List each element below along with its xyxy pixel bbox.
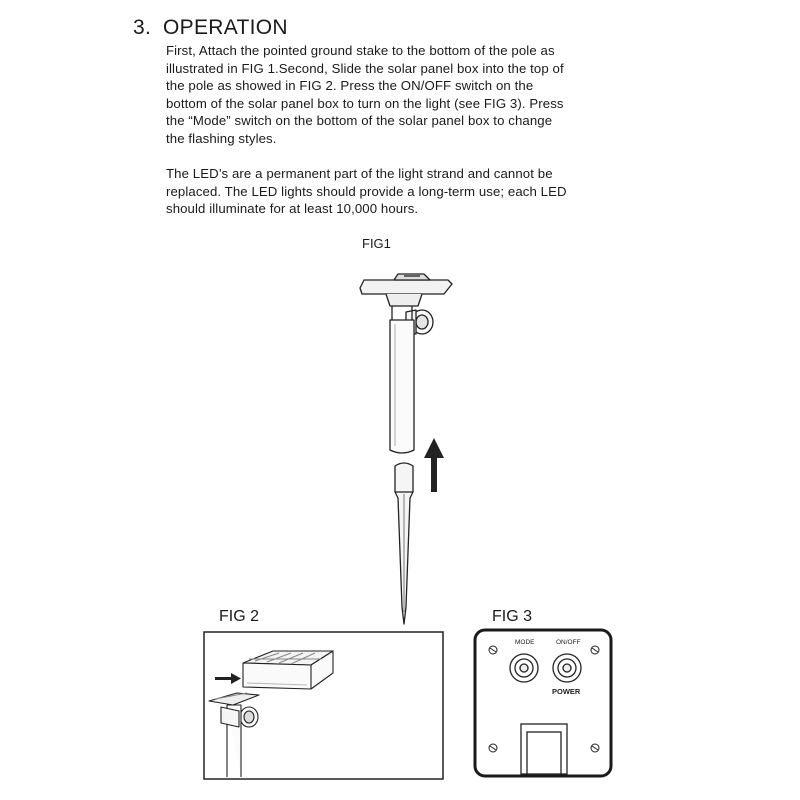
text-line: should illuminate for at least 10,000 hours.: [166, 201, 419, 216]
led-paragraph: [166, 165, 636, 218]
section-number: 3.: [133, 16, 152, 39]
text-line: bottom of the solar panel box to turn on the light (see FIG 3). Press: [166, 95, 564, 111]
pole-tube: [390, 320, 414, 453]
up-arrow-icon: [424, 438, 444, 492]
onoff-label: ON/OFF: [556, 639, 581, 646]
fig1-label: FIG1: [362, 236, 391, 251]
mode-switch[interactable]: [510, 654, 538, 682]
section-heading: [133, 16, 288, 40]
fig2-label: FIG 2: [219, 608, 260, 625]
text-line: the pole as showed in FIG 2. Press the ON/OFF switch on the: [166, 78, 534, 93]
solar-panel-plate: [360, 280, 452, 294]
text-line: the flashing styles.: [166, 130, 277, 146]
onoff-switch[interactable]: [553, 654, 581, 682]
instructions-paragraph: [166, 42, 636, 147]
fig1-illustration: [340, 262, 470, 632]
text-line: First, Attach the pointed ground stake to the bottom of the pole as: [166, 43, 555, 58]
section-title: OPERATION: [163, 16, 288, 39]
fig2-illustration: [203, 631, 445, 781]
mode-label: MODE: [515, 639, 535, 646]
text-line: illustrated in FIG 1.Second, Slide the solar panel box into the top of: [166, 60, 564, 76]
power-label: POWER: [552, 687, 581, 696]
text-line: the “Mode” switch on the bottom of the solar panel box to change: [166, 113, 553, 128]
fig3-label: FIG 3: [492, 608, 533, 625]
fig3-illustration: [473, 628, 613, 780]
text-line: replaced. The LED lights should provide a long-term use; each LED: [166, 183, 567, 199]
text-line: The LED’s are a permanent part of the light strand and cannot be: [166, 166, 553, 181]
cable-socket: [521, 724, 567, 774]
